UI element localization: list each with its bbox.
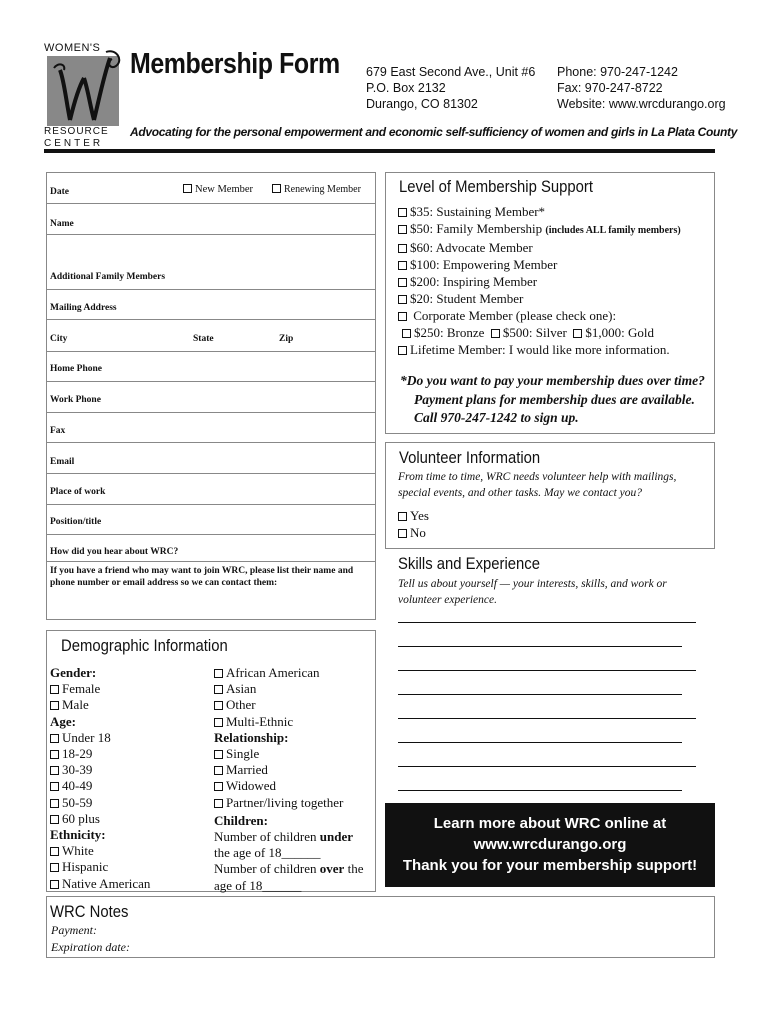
notes-fields [51, 922, 130, 956]
checkbox-icon[interactable] [398, 295, 407, 304]
mailing-label: Mailing Address [50, 303, 117, 313]
checkbox-icon[interactable] [214, 685, 223, 694]
silver-option[interactable] [491, 325, 567, 340]
checkbox-icon[interactable] [398, 346, 407, 355]
option-label: African American [226, 665, 320, 680]
option-label: 50-59 [62, 794, 93, 810]
level-option[interactable] [398, 307, 716, 324]
option-label: Native American [62, 875, 151, 891]
lifetime-option[interactable] [398, 341, 716, 358]
option-label: 60 plus [62, 810, 100, 826]
option-label: $200: Inspiring Member [410, 274, 538, 289]
referral-field[interactable] [47, 535, 375, 562]
option-label: $20: Student Member [410, 291, 524, 306]
checkbox-icon[interactable] [214, 701, 223, 710]
checkbox-icon[interactable] [398, 529, 407, 538]
address-line: P.O. Box 2132 [366, 81, 446, 95]
relationship-option[interactable] [214, 762, 374, 778]
new-member-label: New Member [195, 184, 254, 195]
position-label: Position/title [50, 517, 102, 527]
checkbox-icon[interactable] [214, 718, 223, 727]
gender-heading: Gender: [50, 665, 97, 680]
checkbox-icon[interactable] [214, 766, 223, 775]
option-label: $60: Advocate Member [410, 240, 533, 255]
checkbox-icon[interactable] [398, 244, 407, 253]
checkbox-icon[interactable] [50, 799, 59, 808]
work-phone-label: Work Phone [50, 395, 101, 405]
promo-line: Learn more about WRC online at [433, 815, 667, 832]
skills-line[interactable] [398, 790, 682, 791]
page-title: Membership Form [130, 48, 340, 80]
tagline: Advocating for the personal empowerment and economic self-sufficiency of women and girls in La Plata County [130, 125, 738, 139]
age-option[interactable] [50, 746, 150, 762]
ethnicity-option[interactable] [214, 665, 374, 681]
checkbox-icon[interactable] [50, 847, 59, 856]
address-line: 679 East Second Ave., Unit #6 [366, 65, 536, 79]
male-option[interactable] [50, 697, 150, 713]
age-option[interactable] [50, 762, 150, 778]
relationship-option[interactable] [214, 746, 374, 762]
yes-option[interactable] [398, 507, 429, 524]
ethnicity-heading: Ethnicity: [50, 827, 106, 843]
fax: Fax: 970-247-8722 [557, 81, 663, 95]
workplace-field[interactable] [47, 474, 375, 505]
demo-left-column [50, 665, 150, 892]
volunteer-text: From time to time, WRC needs volunteer help with mailings, special events, and other tasks. May we contact you? [398, 471, 677, 499]
name-field[interactable] [47, 204, 375, 235]
work-phone-field[interactable] [47, 382, 375, 413]
promo-website[interactable]: www.wrcdurango.org [473, 836, 627, 853]
promo-thanks: Thank you for your membership support! [402, 857, 698, 874]
logo-text-resource: RESOURCE [44, 126, 109, 137]
checkbox-icon[interactable] [491, 329, 500, 338]
children-text-bold: over [319, 861, 345, 877]
option-label: Asian [226, 681, 257, 697]
option-label: Female [62, 681, 101, 697]
demo-right-column [214, 665, 374, 894]
name-label: Name [50, 219, 74, 229]
email-label: Email [50, 457, 75, 467]
children-over-field[interactable] [214, 861, 374, 877]
relationship-option[interactable] [214, 795, 374, 811]
age-option[interactable] [50, 795, 150, 811]
option-label: Other [226, 697, 256, 713]
family-note: (includes ALL family members) [545, 225, 681, 236]
checkbox-icon[interactable] [214, 750, 223, 759]
contact-block [557, 64, 726, 112]
female-option[interactable] [50, 681, 150, 697]
volunteer-title: Volunteer Information [399, 449, 541, 467]
home-phone-label: Home Phone [50, 364, 102, 374]
new-member-option[interactable] [183, 184, 253, 195]
children-text: the [344, 861, 364, 877]
option-label: Lifetime Member: I would like more information. [410, 342, 670, 357]
checkbox-icon[interactable] [398, 225, 407, 234]
children-text: Number of children [214, 829, 320, 845]
checkbox-icon[interactable] [214, 799, 223, 808]
bronze-option[interactable] [402, 325, 484, 340]
option-label: No [410, 525, 426, 540]
children-text: Number of children [214, 861, 320, 877]
city-label: City [50, 334, 68, 344]
children-under-field-2[interactable]: the age of 18______ [214, 845, 321, 861]
checkbox-icon[interactable] [50, 880, 59, 889]
notes-title: WRC Notes [50, 903, 129, 921]
children-over-field-2[interactable]: age of 18______ [214, 877, 302, 893]
children-text-bold: under [319, 829, 354, 845]
level-option[interactable] [398, 290, 716, 307]
payment-label: Payment: [51, 923, 97, 937]
wrc-notes-panel [46, 896, 715, 958]
option-label: $500: Silver [502, 325, 567, 340]
checkbox-icon[interactable] [398, 512, 407, 521]
level-option[interactable] [398, 220, 716, 239]
header-rule [44, 149, 715, 153]
checkbox-icon[interactable] [214, 782, 223, 791]
skills-text: Tell us about yourself — your interests, skills, and work or volunteer experience. [398, 578, 667, 606]
membership-level-panel [385, 172, 715, 434]
option-label: Multi-Ethnic [226, 713, 294, 729]
option-label: Under 18 [62, 729, 111, 745]
option-label: Partner/living together [226, 794, 344, 810]
age-option[interactable] [50, 811, 150, 827]
checkbox-icon[interactable] [50, 766, 59, 775]
ethnicity-option[interactable] [214, 714, 374, 730]
age-option[interactable] [50, 778, 150, 794]
fax-field[interactable] [47, 413, 375, 443]
position-field[interactable] [47, 505, 375, 535]
children-under-field[interactable] [214, 829, 374, 845]
option-label: 40-49 [62, 778, 93, 794]
option-label: Widowed [226, 778, 277, 794]
checkbox-icon[interactable] [573, 329, 582, 338]
fax-label: Fax [50, 426, 66, 436]
checkbox-icon[interactable] [50, 701, 59, 710]
option-label: Male [62, 697, 89, 713]
wrc-logo [44, 40, 124, 148]
ethnicity-option[interactable] [214, 681, 374, 697]
checkbox-icon[interactable] [183, 184, 192, 193]
promo-banner [385, 803, 715, 887]
option-label: $100: Empowering Member [410, 257, 558, 272]
skills-line[interactable] [398, 718, 696, 719]
option-label: Married [226, 762, 268, 778]
city-state-zip-row[interactable] [47, 320, 375, 352]
volunteer-options [398, 507, 429, 541]
logo-text-top: WOMEN'S [44, 42, 101, 54]
option-label: $250: Bronze [414, 325, 485, 340]
checkbox-icon[interactable] [398, 208, 407, 217]
option-label: Yes [410, 508, 429, 523]
option-label: $1,000: Gold [585, 325, 654, 340]
option-label: $35: Sustaining Member* [410, 204, 546, 219]
renewing-member-option[interactable] [272, 184, 361, 195]
member-info-form [46, 172, 376, 620]
checkbox-icon[interactable] [50, 734, 59, 743]
date-row[interactable] [47, 173, 375, 204]
gold-option[interactable] [573, 325, 654, 340]
skills-line[interactable] [398, 622, 696, 623]
skills-line[interactable] [398, 646, 682, 647]
address-line: Durango, CO 81302 [366, 97, 478, 111]
ethnicity-option[interactable] [50, 843, 150, 859]
email-field[interactable] [47, 443, 375, 474]
phone: Phone: 970-247-1242 [557, 65, 678, 79]
payment-plan-note: *Do you want to pay your membership dues over time? Payment plans for membership dues are available. Call 970-247-1242 to sign up. [400, 373, 705, 425]
age-heading: Age: [50, 713, 76, 729]
option-label: Hispanic [62, 859, 109, 875]
checkbox-icon[interactable] [50, 863, 59, 872]
option-label: $50: Family Membership [410, 221, 543, 236]
relationship-heading: Relationship: [214, 729, 289, 745]
level-title: Level of Membership Support [399, 178, 593, 196]
volunteer-panel [385, 442, 715, 549]
option-label: White [62, 843, 94, 859]
checkbox-icon[interactable] [272, 184, 281, 193]
home-phone-field[interactable] [47, 352, 375, 382]
website: Website: www.wrcdurango.org [557, 97, 726, 111]
level-option[interactable] [398, 273, 716, 290]
skills-title: Skills and Experience [398, 555, 540, 573]
skills-line[interactable] [398, 766, 696, 767]
demographic-title: Demographic Information [61, 637, 228, 655]
skills-line[interactable] [398, 694, 682, 695]
workplace-label: Place of work [50, 487, 106, 497]
family-label: Additional Family Members [50, 272, 166, 282]
option-label: 30-39 [62, 762, 93, 778]
checkbox-icon[interactable] [214, 669, 223, 678]
level-options [398, 203, 716, 358]
address-block [366, 64, 535, 112]
ethnicity-option[interactable] [214, 697, 374, 713]
checkbox-icon[interactable] [50, 815, 59, 824]
checkbox-icon[interactable] [50, 782, 59, 791]
mailing-field[interactable] [47, 290, 375, 320]
children-heading: Children: [214, 812, 268, 828]
checkbox-icon[interactable] [402, 329, 411, 338]
level-option[interactable] [398, 239, 716, 256]
zip-label: Zip [279, 334, 294, 344]
corporate-options [398, 324, 716, 341]
skills-line[interactable] [398, 742, 682, 743]
demographic-panel [46, 630, 376, 892]
skills-line[interactable] [398, 670, 696, 671]
option-label: Corporate Member (please check one): [413, 308, 617, 323]
level-option[interactable] [398, 203, 716, 220]
ethnicity-option[interactable] [50, 876, 150, 892]
friend-label: If you have a friend who may want to join WRC, please list their name and phone number or email address so we can contact them: [50, 566, 354, 588]
checkbox-icon[interactable] [398, 278, 407, 287]
level-option[interactable] [398, 256, 716, 273]
ethnicity-option[interactable] [50, 859, 150, 875]
family-field[interactable] [47, 235, 375, 290]
age-option[interactable] [50, 730, 150, 746]
friend-field[interactable] [47, 562, 375, 620]
logo-w-icon [46, 50, 122, 130]
renewing-member-label: Renewing Member [284, 184, 361, 195]
referral-label: How did you hear about WRC? [50, 547, 179, 557]
checkbox-icon[interactable] [50, 750, 59, 759]
logo-text-center: CENTER [44, 138, 104, 149]
relationship-option[interactable] [214, 778, 374, 794]
checkbox-icon[interactable] [50, 685, 59, 694]
no-option[interactable] [398, 524, 429, 541]
checkbox-icon[interactable] [398, 312, 407, 321]
option-label: 18-29 [62, 746, 93, 762]
checkbox-icon[interactable] [398, 261, 407, 270]
date-label: Date [50, 187, 69, 197]
expiration-label: Expiration date: [51, 940, 130, 954]
option-label: Single [226, 746, 260, 762]
state-label: State [193, 334, 214, 344]
